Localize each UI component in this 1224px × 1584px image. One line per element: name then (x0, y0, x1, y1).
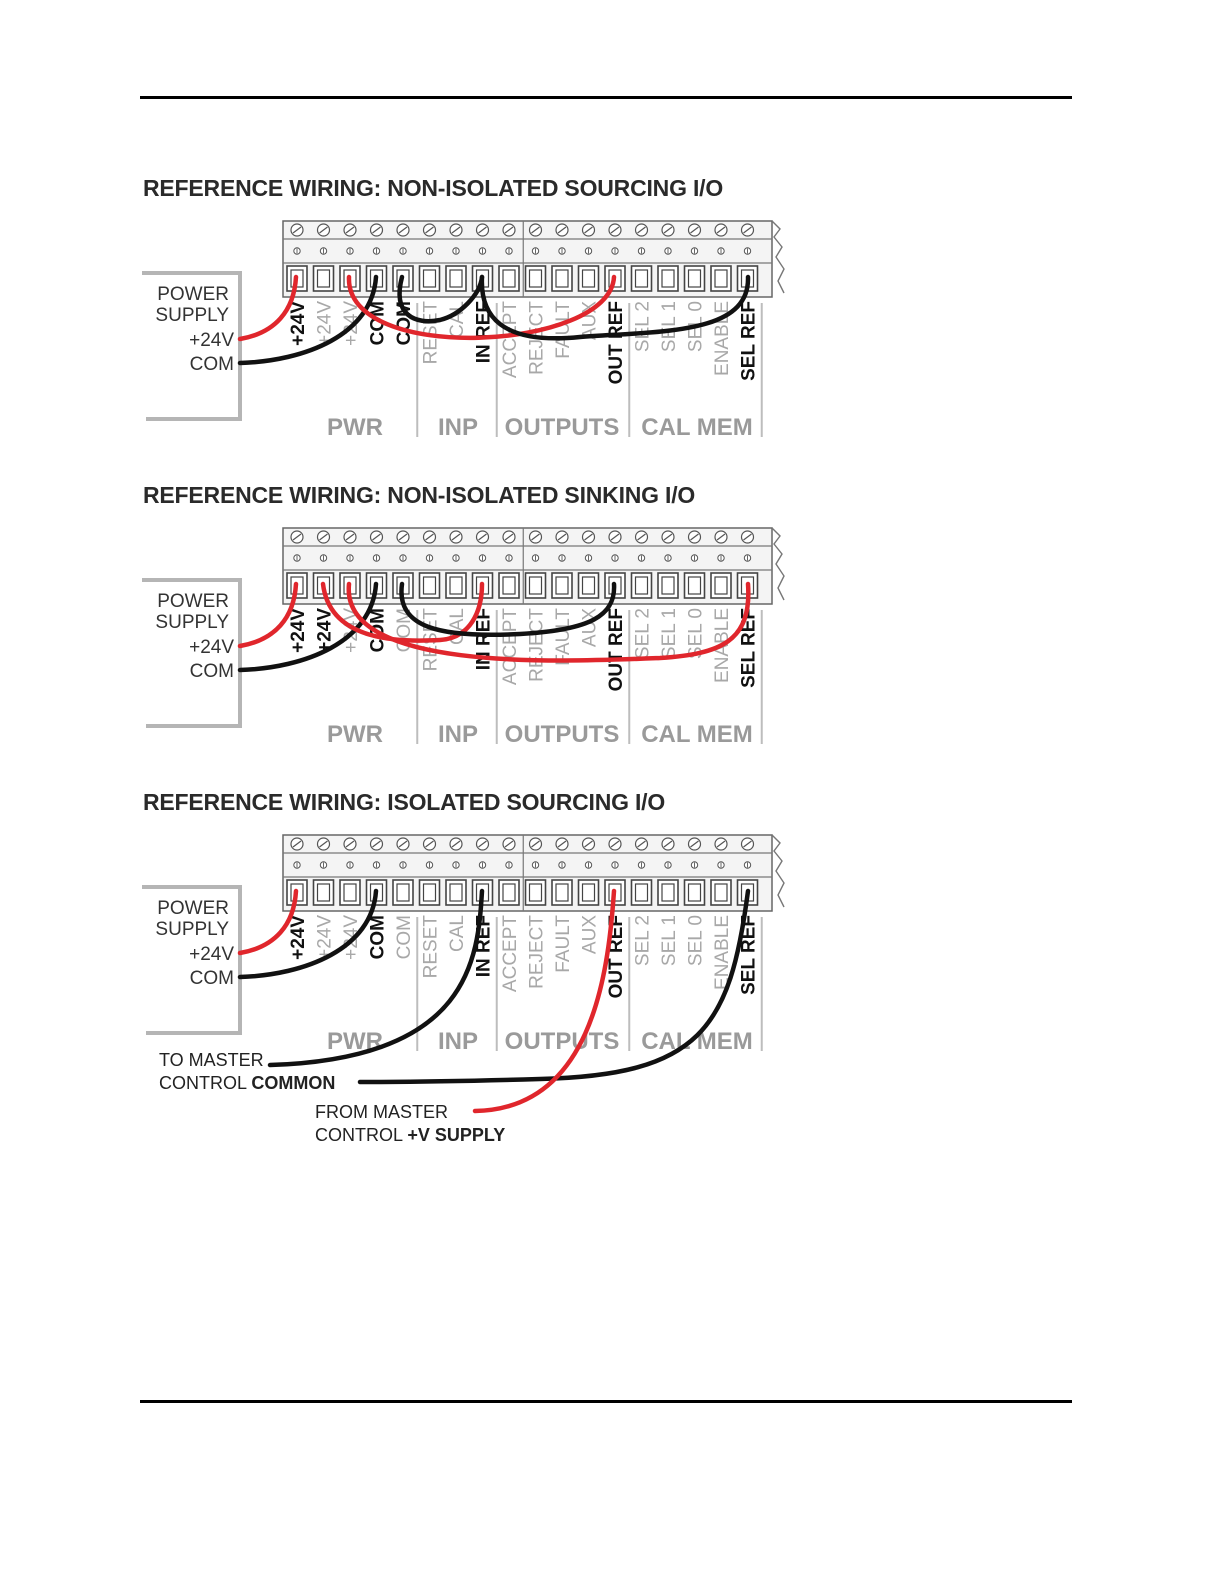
terminal-screw (477, 224, 489, 236)
terminal-screw (503, 531, 515, 543)
terminal-label: RESET (420, 915, 442, 979)
terminal-label: SEL 2 (632, 301, 654, 353)
group-label: INP (437, 1028, 479, 1055)
terminal-block-break (772, 221, 784, 293)
terminal-label: +24V (288, 301, 309, 346)
terminal-label: COM (367, 301, 389, 346)
group-label: CAL MEM (641, 721, 753, 748)
terminal-screw (291, 224, 303, 236)
terminal-label: SEL 2 (632, 915, 654, 967)
group-label: CAL MEM (641, 1028, 753, 1055)
note-line (159, 1072, 335, 1095)
terminal-label: SEL 0 (685, 608, 707, 660)
terminal-block-break (772, 528, 784, 600)
terminal-label: ACCEPT (500, 301, 521, 379)
group-label: OUTPUTS (504, 414, 620, 441)
bottom-rule (140, 1400, 1072, 1403)
terminal-label: ACCEPT (500, 915, 521, 993)
group-label: OUTPUTS (504, 721, 620, 748)
terminal-label: COM (394, 301, 415, 346)
terminal-screw (344, 224, 356, 236)
terminal-screw (450, 531, 462, 543)
terminal-screw (742, 224, 754, 236)
terminal-screw (477, 531, 489, 543)
terminal-screw (371, 531, 383, 543)
terminal-label: +24V (341, 608, 362, 653)
diagram-title: REFERENCE WIRING: NON-ISOLATED SINKING I/O (143, 482, 696, 508)
terminal-screw (371, 224, 383, 236)
wiring-diagram-nonisolated-sinking (140, 522, 800, 762)
terminal-screw (477, 838, 489, 850)
group-label: OUTPUTS (504, 1028, 620, 1055)
terminal-screw (609, 531, 621, 543)
power-supply-com-label: COM (189, 354, 234, 375)
terminal-label: SEL 2 (632, 608, 654, 660)
terminal-screw (318, 531, 330, 543)
terminal-label: OUT REF (606, 915, 627, 999)
terminal-screw (662, 531, 674, 543)
power-supply-label: POWER (157, 591, 229, 612)
terminal-screw (583, 838, 595, 850)
note-plain: CONTROL (159, 1073, 252, 1093)
power-supply-plus-label: +24V (189, 637, 234, 658)
group-label: PWR (327, 414, 383, 441)
terminal-screw (397, 838, 409, 850)
terminal-screw (636, 838, 648, 850)
terminal-screw (530, 224, 542, 236)
terminal-screw (424, 838, 436, 850)
terminal-screw (689, 531, 701, 543)
terminal-screw (371, 838, 383, 850)
terminal-label: RESET (420, 301, 442, 365)
terminal-screw (662, 838, 674, 850)
terminal-screw (742, 531, 754, 543)
terminal-label: ENABLE (712, 608, 733, 683)
terminal-label: +24V (341, 301, 362, 346)
terminal-label: AUX (579, 301, 601, 341)
terminal-label: +24V (314, 608, 336, 653)
terminal-screw (318, 224, 330, 236)
terminal-label: +24V (314, 915, 336, 960)
terminal-screw (503, 224, 515, 236)
terminal-label: SEL REF (738, 301, 760, 381)
terminal-screw (715, 531, 727, 543)
terminal-screw (530, 838, 542, 850)
terminal-label: ACCEPT (500, 608, 521, 686)
terminal-label: OUT REF (606, 608, 627, 692)
power-supply-label: SUPPLY (155, 919, 229, 940)
group-label: CAL MEM (641, 414, 753, 441)
terminal-label: RESET (420, 608, 442, 672)
terminal-label: +24V (314, 301, 336, 346)
note-from-master-supply (315, 1101, 505, 1147)
power-supply-label: SUPPLY (155, 612, 229, 633)
power-supply-plus-label: +24V (189, 944, 234, 965)
terminal-screw (556, 531, 568, 543)
terminal-screw (424, 531, 436, 543)
terminal-label: CAL (447, 915, 468, 952)
terminal-label: SEL 0 (685, 915, 707, 967)
terminal-label: COM (394, 915, 415, 960)
terminal-label: ENABLE (712, 301, 733, 376)
terminal-screw (291, 838, 303, 850)
terminal-label: +24V (288, 608, 309, 653)
terminal-label: SEL 1 (659, 608, 680, 660)
terminal-screw (689, 838, 701, 850)
terminal-label: SEL 1 (659, 301, 680, 353)
terminal-screw (397, 224, 409, 236)
terminal-screw (344, 531, 356, 543)
group-label: PWR (327, 1028, 383, 1055)
top-rule (140, 96, 1072, 99)
terminal-label: +24V (288, 915, 309, 960)
note-to-master-common (159, 1049, 335, 1095)
terminal-label: COM (367, 915, 389, 960)
terminal-label: +24V (341, 915, 362, 960)
terminal-screw (662, 224, 674, 236)
terminal-label: COM (394, 608, 415, 653)
terminal-label: IN REF (473, 301, 495, 364)
terminal-label: REJECT (526, 915, 548, 989)
terminal-label: OUT REF (606, 301, 627, 385)
note-plain: CONTROL (315, 1125, 408, 1145)
terminal-screw (556, 224, 568, 236)
terminal-block-break (772, 835, 784, 907)
terminal-label: SEL 1 (659, 915, 680, 967)
power-supply-label: SUPPLY (155, 305, 229, 326)
terminal-label: COM (367, 608, 389, 653)
terminal-label: FAULT (553, 301, 574, 359)
group-label: PWR (327, 721, 383, 748)
power-supply-label: POWER (157, 284, 229, 305)
terminal-screw (609, 838, 621, 850)
wiring-diagram-nonisolated-sourcing (140, 215, 800, 455)
terminal-label: ENABLE (712, 915, 733, 990)
terminal-label: IN REF (473, 608, 495, 671)
terminal-screw (450, 224, 462, 236)
terminal-screw (689, 224, 701, 236)
terminal-screw (715, 224, 727, 236)
power-supply-plus-label: +24V (189, 330, 234, 351)
terminal-label: CAL (447, 301, 468, 338)
terminal-label: AUX (579, 608, 601, 648)
terminal-screw (318, 838, 330, 850)
terminal-screw (583, 531, 595, 543)
terminal-screw (503, 838, 515, 850)
power-supply-label: POWER (157, 898, 229, 919)
note-line (315, 1124, 505, 1147)
group-label: INP (437, 414, 479, 441)
terminal-label: FAULT (553, 915, 574, 973)
terminal-screw (636, 531, 648, 543)
terminal-label: FAULT (553, 608, 574, 666)
terminal-screw (291, 531, 303, 543)
terminal-screw (397, 531, 409, 543)
terminal-screw (556, 838, 568, 850)
terminal-label: SEL 0 (685, 301, 707, 353)
terminal-screw (715, 838, 727, 850)
power-supply-com-label: COM (189, 968, 234, 989)
terminal-screw (344, 838, 356, 850)
terminal-screw (450, 838, 462, 850)
note-line: FROM MASTER (315, 1102, 448, 1122)
terminal-screw (583, 224, 595, 236)
terminal-screw (424, 224, 436, 236)
terminal-label: REJECT (526, 301, 548, 375)
terminal-screw (636, 224, 648, 236)
note-bold: +V SUPPLY (407, 1125, 506, 1145)
terminal-screw (609, 224, 621, 236)
terminal-screw (742, 838, 754, 850)
terminal-label: CAL (447, 608, 468, 645)
terminal-label: REJECT (526, 608, 548, 682)
power-supply-com-label: COM (189, 661, 234, 682)
group-label: INP (437, 721, 479, 748)
note-line: TO MASTER (159, 1050, 264, 1070)
note-bold: COMMON (251, 1073, 336, 1093)
diagram-title: REFERENCE WIRING: NON-ISOLATED SOURCING I/O (143, 175, 724, 201)
terminal-label: AUX (579, 915, 601, 955)
diagram-title: REFERENCE WIRING: ISOLATED SOURCING I/O (143, 789, 666, 815)
terminal-label: IN REF (473, 915, 495, 978)
terminal-screw (530, 531, 542, 543)
terminal-label: SEL REF (738, 915, 760, 995)
terminal-label: SEL REF (738, 608, 760, 688)
